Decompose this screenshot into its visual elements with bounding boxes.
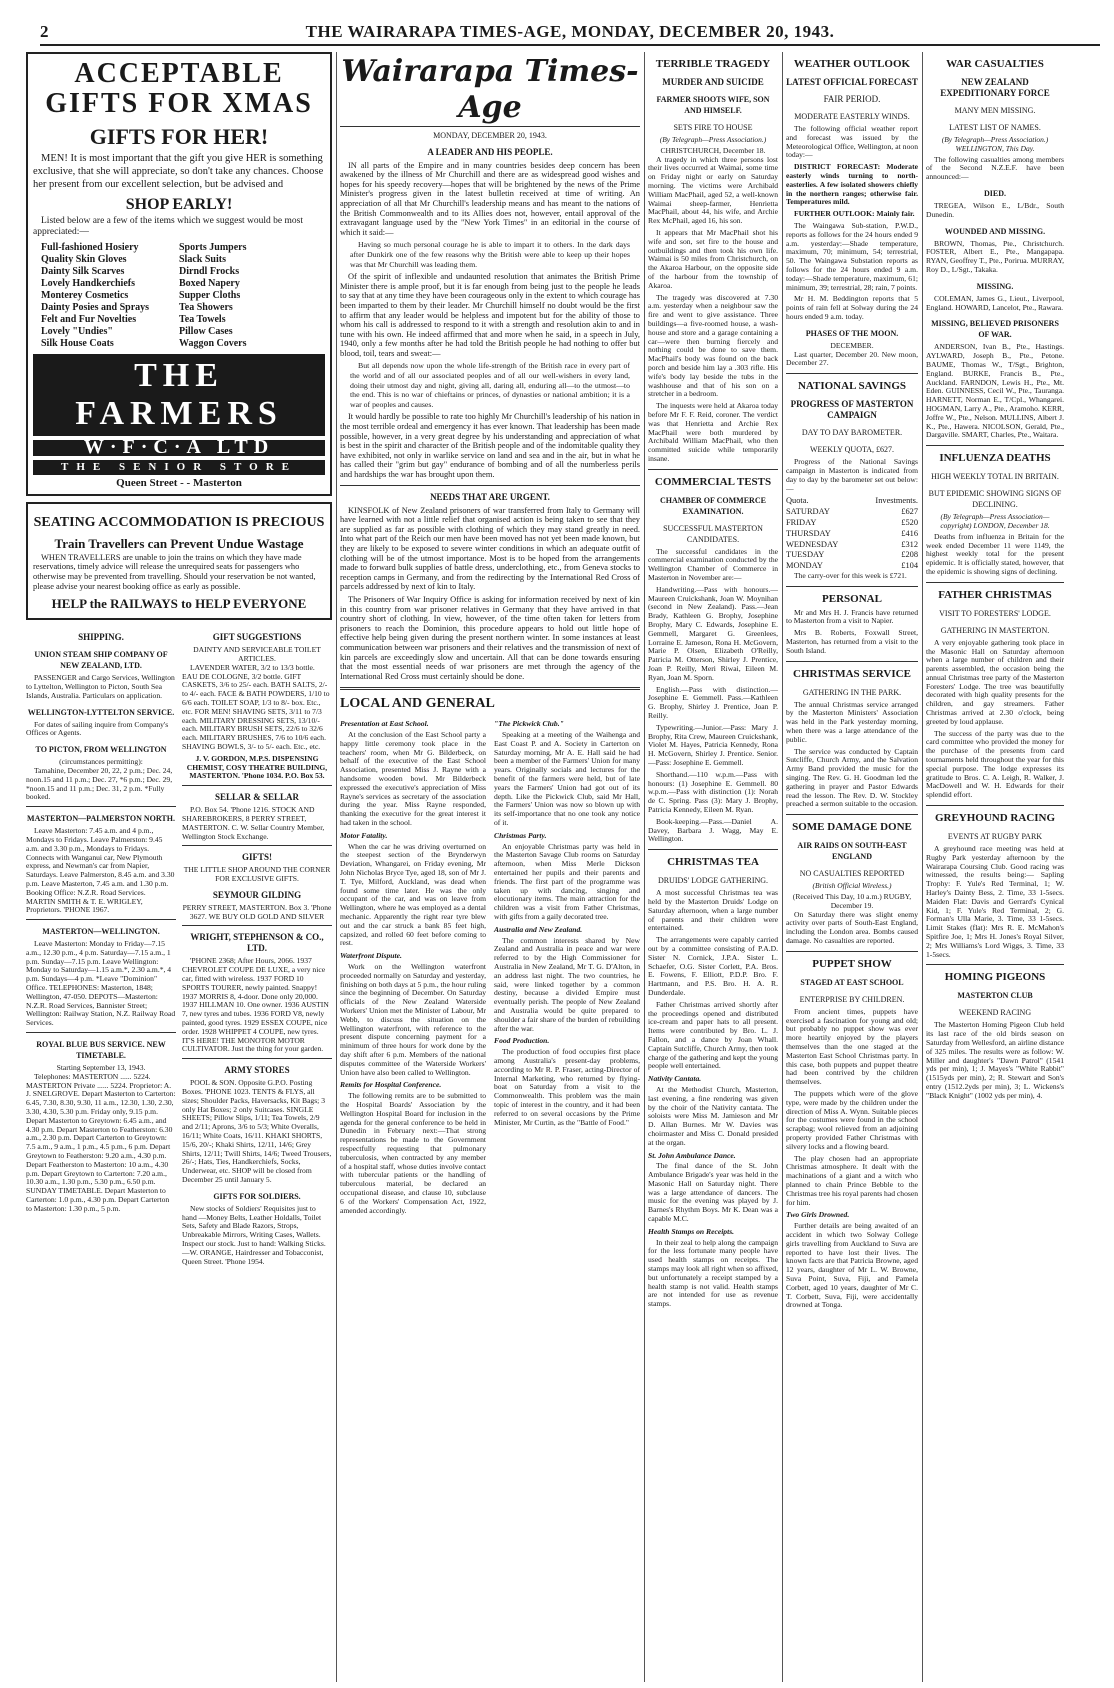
commercial-sub2: SUCCESSFUL MASTERTON CANDIDATES. (663, 523, 763, 544)
puppet-sub2: ENTERPRISE BY CHILDREN. (799, 994, 905, 1004)
service-paragraph: The annual Christmas service arranged by the Masterton Ministers' Association was held in the Park yesterday morning, when there was a large attendance of the public. (786, 699, 918, 744)
savings-row (786, 518, 918, 529)
railways-ad (26, 502, 332, 620)
savings-value: £416 (901, 528, 918, 538)
local-item-title: Motor Fatality. (340, 830, 388, 840)
gift-item: Dirndl Frocks (179, 266, 240, 277)
army-head: ARMY STORES (224, 1065, 290, 1076)
news-column-4 (786, 52, 918, 1682)
cantata-body: At the Methodist Church, Masterton, last evening, a fine rendering was given by the choir of the Nativity cantata. The soloists were Miss M. Jamieson and Mr D. Allan Burnes. Mr W. Davies was choirmaster and Miss C. Donald presided at the organ. (648, 1084, 778, 1147)
gift-item: Waggon Covers (179, 338, 247, 349)
royal-head: ROYAL BLUE BUS SERVICE. NEW TIMETABLE. (36, 1040, 166, 1061)
store-sub: W·F·C·A LTD (33, 440, 325, 456)
masthead-title: THE WAIRARAPA TIMES-AGE, MONDAY, DECEMBER 20, 1943. (305, 22, 835, 41)
news-column-5 (926, 52, 1064, 1682)
personal-paragraph: Mrs B. Roberts, Foxwall Street, Masterton, has returned from a visit to the South Island. (786, 628, 918, 655)
flu-heading: INFLUENZA DEATHS (939, 452, 1051, 465)
gifts-body: THE LITTLE SHOP AROUND THE CORNER FOR EXCLUSIVE GIFTS. (183, 865, 331, 884)
lead-quote: But all depends now upon the whole life-strength of the British race in every part of the world and of all our associated peoples and of all our well-wishers in every land, doing their utmost day and night, giving all, daring all, enduring all—to the utmost—to the end. This is no war of chieftains or princes, of dynasties or national ambition; it is a war of peoples and causes. (350, 361, 630, 409)
pigeon-body: The Masterton Homing Pigeon Club held its last race of the old birds season on Saturday from Wellesford, an airline distance of 325 miles. The results were as follow: W. Miller and daughter's "Dawn Patrol" (1541 yds per min), 1; J. Mayes's "White Rabbit" (1515yds per min), 2; R. Stewart and Son's entry (1512.2yds per min), 3; L. Wickens's "Black Knight" (1002 yds per min), 4. (926, 1020, 1064, 1100)
damage-body: On Saturday there was slight enemy activity over parts of South-East England, including the London area. Bombs caused damage. No casualties are reported. (786, 909, 918, 946)
savings-sub: PROGRESS OF MASTERTON CAMPAIGN (790, 399, 914, 421)
savings-row (786, 540, 918, 551)
tea-paragraph: Father Christmas arrived shortly after the proceedings opened and distributed ice-cream and paper hats to all present. Items were contributed by Bro. L. J. Fallon, and a dance by Joan Whall. Captain Sutcliffe, Church Army, then took charge of the gathering and kept the young people well entertained. (648, 999, 778, 1071)
pigeon-sub2: WEEKEND RACING (958, 1008, 1032, 1018)
fc-paragraph: A very enjoyable gathering took place in the Masonic Hall on Saturday afternoon when a large number of children and their parents assembled, the occasion being the annual Christmas tree party of the Masterton Foresters' Lodge. The tree was beautifully decorated with high quality presents for the children, and gay streamers. Father Christmas arrived at 2.30 o'clock, being greeted by loud applause. (926, 637, 1064, 726)
weather-outlook: FURTHER OUTLOOK: Mainly fair. (794, 209, 915, 219)
gift-item: Pillow Cases (179, 326, 233, 337)
damage-heading: SOME DAMAGE DONE (792, 821, 912, 834)
believed-body: ANDERSON, Ivan B., Pte., Hastings. AYLWARD, Joseph B., Pte., Petone. BAUME, Thomas W., T/Sgt., Brighton, England. BURKE, Francis B., Pte., Auckland. FARNDON, Lewis H., Pte., Mt. Eden. GUINNESS, Cecil W., Pte., Tauranga. HARNETT, Norman E., T/Cpl., Whangarei. HOGMAN, Larry A., Pte., Aramoho. KERR, Joffre W., Pte., Nelson. MULLINS, Albert J. K., Pte., Hawera. NICOLSON, Gerald, Pte., Dargaville. SMART, Charles, Pte., Waitara. (926, 342, 1064, 440)
gift-body: LAVENDER WATER, 3/2 to 13/3 bottle. EAU DE COLOGNE, 3/2 bottle. GIFT CASKETS, 3/6 to 25/- each. BATH SALTS, 2/- to 4/- each. FACE & BATH POWDERS, 1/10 to 6/6 each. TOILET SOAP, 1/3 to 8/- box. Etc., etc. FOR MEN! SHAVING SETS, 3/11 to 7/3 each. MILITARY DRESSING SETS, 13/10/- each. MILITARY BRUSH SETS, 22/6 to 32/6 each. MILITARY BRUSHES, 7/6 to 10/6 each. SHAVING BOWLS, 3/- to 5/- each. Etc., etc. (182, 662, 330, 751)
local-item-body: The production of food occupies first place among Australia's present-day problems, according to Mr R. P. Fraser, acting-Director of Internal Marketing, who returned by flying-boat on Saturday from a visit to the Commonwealth. This problem was the main topic of interest in the country, and it had been referred to on several occasions by the Prime Minister, Mr Curtin, as the "Battle of Food." (494, 1047, 640, 1127)
tea-paragraph: The arrangements were capably carried out by a committee consisting of P.A.D. Sister N. Cornick, J.P.A. Sister L. Schaefer, O.G. Sister Corlett, P.A. Bros. E. Fowens, F. Elliott, P.D.P. Bro. F. Hartmann, and P.S. Bro. H. A. R. Dunderdale. (648, 935, 778, 997)
local-item-body: The common interests shared by New Zealand and Australia in peace and war were referred to by the High Commissioner for Australia in New Zealand, Mr T. G. D'Alton, in an address last night. The two countries, he said, were linked together by a common destiny, because a divided Empire must eventually perish. The people of New Zealand and Australia would be quite prepared to shoulder a fair share of the burden of rebuilding after the war. (494, 935, 640, 1033)
damage-byline: (British Official Wireless.) (812, 881, 892, 891)
service-paragraph: The service was conducted by Captain Sutcliffe, Church Army, and the Salvation Army Band provided the music for the singing. The Rev. G. H. Goodman led the gathering in prayer and Pastor Edwards read the lesson. The Rev. D. W. Stockley preached a sermon suitable to the occasion. (786, 746, 918, 809)
fc-sub: VISIT TO FORESTERS' LODGE. (939, 608, 1051, 618)
tragedy-paragraph: It appears that Mr MacPhail shot his wife and son, set fire to the house and outbuildings and then took his own life. Waimai is 50 miles from Christchurch, on the Akaroa Harbour, on the opposite side of the harbour from the township of Akaroa. (648, 227, 778, 290)
cantata-heading: Nativity Cantata. (648, 1074, 702, 1084)
lead-quote: Having so much personal courage he is able to impart it to others. In the dark days after Dunkirk one of the few reasons why the British were able to keep up their hopes was that Mr Churchill was leading them. (350, 240, 630, 269)
died-heading: DIED. (983, 188, 1006, 198)
mw-head: MASTERTON—WELLINGTON. (42, 927, 160, 937)
store-address: Queen Street - - Masterton (116, 477, 242, 490)
picton-body: Tamahine, December 20, 22, 2 p.m.; Dec. 24, noon.15 and 11 p.m.; Dec. 27, *6 p.m.; Dec. 29, *noon.15 and 11 p.m.; Dec. 31, 2 p.m. *Fully booked. (26, 765, 173, 802)
editorial-column (340, 52, 640, 1682)
casualty-paragraph: The following casualties among members of the Second N.Z.E.F. have been announced:— (926, 154, 1064, 182)
savings-day: MONDAY (786, 561, 823, 571)
gift-item: Boxed Napery (179, 278, 240, 289)
weather-paragraph: Mr H. M. Beddington reports that 5 points of rain fell at Solway during the 24 hours ended 9 a.m. today. (786, 294, 918, 321)
damage-sub: AIR RAIDS ON SOUTH-EAST ENGLAND (797, 841, 907, 862)
flu-byline: (By Telegraph—Press Association—copyright) LONDON, December 18. (940, 512, 1050, 530)
casualty-sub: NEW ZEALAND EXPEDITIONARY FORCE (940, 77, 1050, 98)
ad-intro: MEN! It is most important that the gift you give HER is something exclusive, that she will appreciate, so don't take any chances. Choose her present from our excellent selection, but be advised and (33, 153, 324, 190)
weather-sub2: FAIR PERIOD. (823, 94, 881, 104)
rail-footer: HELP the RAILWAYS to HELP EVERYONE (51, 596, 307, 612)
savings-row (786, 550, 918, 561)
casualty-sub2: MANY MEN MISSING. (954, 106, 1036, 115)
bus-body: Leave Masterton: 7.45 a.m. and 4 p.m., Mondays to Fridays. Leave Palmerston: 9.45 a.m. and 3.30 p.m., Mondays to Fridays. Connects with Wanganui car, New Plymouth express, and Newman's car from Napier, Saturdays. Leave Palmerston, 8.45 a.m. and 3.30 p.m. Leave Masterton, 7.45 a.m. and 1.30 p.m. Booking Office: N.Z.R. Road Services. MARTIN SMITH & T. E. WRIGLEY, Proprietors. 'PHONE 1967. (26, 826, 175, 915)
advertisement-column (26, 52, 332, 1682)
savings-heading: NATIONAL SAVINGS (797, 380, 907, 393)
tragedy-paragraph: The inquests were held at Akaroa today before Mr F. F. Reid, coroner. The verdict was that Henrietta and Archie Rex MacPhail were both murdered by Archibald William MacPhail, who then committed suicide while temporarily insane. (648, 401, 778, 463)
investments-label: Investments. (875, 496, 918, 506)
soldier-head: GIFTS FOR SOLDIERS. (213, 1191, 301, 1201)
personal-paragraph: Mr and Mrs H. J. Francis have returned to Masterton from a visit to Napier. (786, 607, 918, 626)
shop-early-heading: SHOP EARLY! (125, 196, 233, 213)
lead-paragraph: IN all parts of the Empire and in many countries besides deep concern has been awakened by the illness of Mr Churchill and there are as widespread good wishes and hopes for his speedy recovery—hopes that will be brightened by the news of the Prime Minister's progress given in the latest bulletin received at time of writing. An appreciation of all that Mr Churchill's leadership means and has meant to the nations of the British Commonwealth and to its Allies does not, however, entail approval of the extravagant language used by the "New York Times" in an editorial in the course of which it said:— (340, 160, 640, 237)
editorial-date: MONDAY, DECEMBER 20, 1943. (433, 131, 547, 140)
puppet-paragraph: From ancient times, puppets have exercised a fascination for young and old; but probably no puppet show was ever more heartily enjoyed by the players themselves than the one staged at the Masterton East School Christmas party. In this case, both puppets and puppet theatre had been contrived by the children themselves. (786, 1006, 918, 1087)
needs-heading: NEEDS THAT ARE URGENT. (430, 491, 550, 502)
sellar-head: SELLAR & SELLAR (214, 792, 300, 803)
girls-body: Further details are being awaited of an accident in which two Solway College girls travelling from Auckland to Suva are reported to have lost their lives. The known facts are that Patricia Browne, aged 12 years, daughter of Mr L. W. Browne, Suva Point, Suva, Fiji, and Pamela Corbett, aged 10 years, daughter of Mr C. T. Corbett, Suva, Fiji, were accidentally drowned at Tonga. (786, 1221, 918, 1310)
puppet-sub: STAGED AT EAST SCHOOL (800, 977, 904, 987)
tea-heading: CHRISTMAS TEA (667, 856, 759, 869)
personal-heading: PERSONAL (822, 592, 882, 605)
commercial-paragraph: Handwriting.—Pass with honours.—Maureen Cruickshank, Joan W. Moynihan (second in New Zealand). Pass.—Jean Brady, Kathleen G. Brophy, Josephine Brophy, Mary C. Edwards, Josephine E. Gemmell, Margaret G. Greenlees, Lorraine E. Jameson, Rona H. McGovern, Marie P. Olsen, Elizabeth O'Reilly, Patricia M. Otterson, Shirley J. Prentice, Joan P. Reilly, Meri Riwai, Eileen M. Ryan, Joan M. Sporn. (648, 584, 778, 682)
flu-body: Deaths from influenza in Britain for the week ended December 11 were 1149, the highest weekly total for the present epidemic. It is officially stated, however, that the epidemic is showing signs of declining. (926, 531, 1064, 576)
gift-item: Lovely Handkerchiefs (41, 278, 135, 289)
casualty-sub3: LATEST LIST OF NAMES. (949, 123, 1041, 132)
tragedy-sub3: SETS FIRE TO HOUSE (673, 123, 753, 132)
lead-paragraph: It would hardly be possible to rate too highly Mr Churchill's leadership of his nation in the most terrible ordeal and emergency it has ever known. That leadership has been made possible, however, in a very great degree by his understanding and appreciation of what is best in the spirit and character of the British people and of the indomitable quality they have exhibited, not only in warlike service on land and sea and in the air, but in what he has called their "grim but gay" endurance of bombing and of all the numberless perils and hardships the war has brought upon them. (340, 412, 640, 479)
commercial-paragraph: Shorthand.—110 w.p.m.—Pass with honours: (1) Josephine E. Gemmell. 80 w.p.m.—Pass with distinction (1): Norah de C. Spring. Pass (3): Mary J. Brophy, Patricia Kennedy, Eileen M. Ryan. (648, 769, 778, 814)
tragedy-paragraph: The tragedy was discovered at 7.30 a.m. yesterday when a neighbour saw the fire and went to give assistance. Three buildings—a five-roomed house, a wash-house and store and a garage containing a car—were then burning fiercely and nothing could be done to save them. MacPhail's body was found on the back porch and beside him lay a .303 rifle. His wife's body lay beside the tubs in the washhouse and that of his son on a stretcher in a bedroom. (648, 292, 778, 399)
gift-head: GIFT SUGGESTIONS (212, 632, 302, 643)
local-item-title: Remits for Hospital Conference. (340, 1080, 442, 1090)
fc-paragraph: The success of the party was due to the card committee who provided the money for the purchase of the presents from card tournaments held throughout the year for this special purpose. The lodge expresses its gratitude to Bros. C. A. Leigh, R. Walker, J. MacDowell and W. H. Edwards for their splendid effort. (926, 728, 1064, 800)
moon-sub: DECEMBER. (830, 340, 874, 350)
savings-quota: WEEKLY QUOTA, £627. (809, 445, 895, 455)
gordon-ad: J. V. GORDON, M.P.S. DISPENSING CHEMIST, COSY THEATRE BUILDING, MASTERTON. 'Phone 1034. P.O. Box 53. (186, 753, 328, 781)
receipts-body: In their zeal to help along the campaign for the less fortunate many people have used health stamps on receipts. The stamps may look all right when so affixed, but unfortunately a receipt stamped by a health stamp is not valid. Health stamps are not intended for use as revenue stamps. (648, 1237, 778, 1309)
grey-sub: EVENTS AT RUGBY PARK (947, 832, 1043, 842)
local-item-body: At the conclusion of the East School party a happy little ceremony took place in the teachers' room, when Mr G. Bilderbeck, on behalf of the executive of the East School Association, presented Miss J. Rayne with a handsome wooden bowl. Mr Bilderbeck expressed the executive's appreciation of Miss Rayne's services as secretary of the association during the year. Miss Rayne responded, thanking the executive for the great interest it had taken in the school. (340, 730, 486, 828)
local-item-body: When the car he was driving overturned on the steepest section of the Brynderwyn Deviation, Whangarei, on Friday evening, Mr John Nicholas Bryce Tye, aged 18, son of Mr J. T. Tye, Milford, Auckland, was dead when found some time later. He was the only occupant of the car, and was on leave from Wellington, where he was employed as a dental mechanic. Apparently the right rear tyre blew out and the car struck a bank 85 feet high, capsized, and rolled 60 feet before coming to rest. (340, 841, 486, 948)
news-column-3 (648, 52, 778, 1682)
gift-item: Supper Cloths (179, 290, 241, 301)
savings-carry: The carry-over for this week is £721. (794, 570, 907, 580)
local-item-title: Food Production. (494, 1036, 550, 1046)
lead-paragraph: Of the spirit of inflexible and undaunted resolution that animates the British Prime Minister there is ample proof, but it is far enough from being just to the people he leads to say that at any time they have been courageous only in the extent to which courage has been imparted to them by their leader. Mr Churchill himself no doubt would be the first to affirm that any leader would be helpless and impotent but for the ability of those to whom his call is addressed to respond to it with a strength and resolution akin to and in tune with his own. He indeed affirmed that and more when he said, in a speech in July, 1940, only a few months after he had told the British people he had nothing to offer but blood, toil, tears and sweat:— (340, 272, 640, 358)
gilding-head: SEYMOUR GILDING (212, 889, 302, 900)
gift-item: Slack Suits (179, 254, 226, 265)
local-item-body: Work on the Wellington waterfront proceeded normally on Saturday and yesterday, finishing on both days at 5 p.m., the hour ruling since the beginning of December. On Saturday officials of the New Zealand Waterside Workers' Union met the Minister of Labour, Mr Webb, to discuss the situation on the Wellington waterfront, with reference to the present dispute concerning payment for a minimum of three hours for work done by the day shift after 6 p.m. Members of the national disputes committee of the Waterside Workers' Union have also been called to Wellington. (340, 962, 486, 1077)
column-rule (336, 52, 337, 1682)
local-item-body: The following remits are to be submitted to the Hospital Boards' Association by the Wellington Hospital Board for inclusion in the agenda for the general conference to be held in Dunedin in February next:—That strong representations be made to the Government respectfully requesting that pulmonary tuberculosis, when contracted by any member of a hospital staff, whose duties involve contact with tubercular patients or the handling of tuberculous material, be declared an occupational disease, and clause 10, subclause 6 of the Workers' Compensation Act, 1922, amended accordingly. (340, 1091, 486, 1215)
girls-heading: Two Girls Drowned. (786, 1210, 850, 1220)
gift-item: Lovely "Undies" (41, 326, 113, 337)
bus-head: MASTERTON—PALMERSTON NORTH. (27, 814, 175, 824)
died-body: TREGEA, Wilson E., L/Bdr., South Dunedin. (926, 200, 1064, 219)
column-rule (922, 52, 923, 1682)
service-heading: CHRISTMAS SERVICE (793, 667, 911, 680)
puppet-heading: PUPPET SHOW (812, 957, 892, 970)
classified-section (26, 626, 332, 1269)
needs-paragraph: The Prisoners of War Inquiry Office is asking for information received by next of kin in this country from war prisoner relatives in Germany that they have arrived in that country short of clothing. In view, however, of the time often taken for letters from prisoners to reach the Dominion, this procedure appears to hold out little hope of effective help being given during the present northern winter. In some instances at least communication between war prisoners and their relatives and the transmission of next of kin parcels are exceedingly slow and uncertain. All that can be done towards ensuring that the most essential needs of war prisoners are met through the agency of the International Red Cross must certainly should be done. (340, 594, 640, 681)
wright-head: WRIGHT, STEPHENSON & CO., LTD. (190, 932, 324, 954)
savings-day: FRIDAY (786, 517, 817, 527)
missing-heading: MISSING. (976, 281, 1014, 291)
gift-items-left (41, 242, 179, 350)
savings-day: TUESDAY (786, 550, 825, 560)
shipping-company: UNION STEAM SHIP COMPANY OF NEW ZEALAND, LTD. (34, 650, 168, 671)
flu-sub: HIGH WEEKLY TOTAL IN BRITAIN. (931, 472, 1059, 482)
rail-heading: SEATING ACCOMMODATION IS PRECIOUS (33, 514, 325, 530)
tragedy-sub2: FARMER SHOOTS WIFE, SON AND HIMSELF. (656, 95, 770, 115)
gifts-head: GIFTS! (241, 852, 272, 863)
soldier-body: New stocks of Soldiers' Requisites just to hand —Money Belts, Leather Holdalls, Toilet Sets, Safety and Blade Razors, Strops, Unbreakable Mirrors, Writing Cases, Wallets. Inspect our stock. Just to hand: Walking Sticks.—W. ORANGE, Hairdresser and Tobacconist, Queen Street. 'Phone 1954. (182, 1203, 326, 1266)
savings-paragraph: Progress of the National Savings campaign in Masterton is indicated from day to day by the barometer set out below:— (786, 457, 918, 493)
casualty-heading: WAR CASUALTIES (946, 58, 1044, 70)
wounded-heading: WOUNDED AND MISSING. (944, 226, 1046, 236)
tea-sub: DRUIDS' LODGE GATHERING. (657, 876, 769, 886)
grey-heading: GREYHOUND RACING (934, 812, 1056, 825)
commercial-paragraph: English.—Pass with distinction.—Josephine E. Gemmell. Pass.—Kathleen G. Brophy, Shirley J. Prentice, Joan P. Reilly. (648, 684, 778, 721)
page-number: 2 (40, 22, 49, 41)
royal-body: Telephones: MASTERTON ...... 5224. MASTERTON Private ...... 5224. Proprietor: A. J. SNELGROVE. Depart Masterton to Carterton: 6.45, 7.30, 8.30, 9.30, 11 a.m., 12.30, 1.30, 2.30, 3.30, 4.30, 5.30 p.m. Friday only, 9.15 p.m. Depart Masterton to Greytown: 6.45 a.m., and 4.30 p.m. Depart Masterton to Featherston: 6.30 a.m., 2.30 p.m. Depart Carterton to Greytown: 7.5 a.m., 9 a.m., 1 p.m., 4.5 p.m., 6 p.m. Depart Greytown to Featherston: 9.20 a.m., 4.30 p.m. Depart Featherston to Masterton: 10 a.m., 4.30 p.m. Depart Greytown to Carterton: 7.20 a.m., 10.30 a.m., 1.30 p.m., 5.30 p.m., 6.50 p.m. SUNDAY TIMETABLE. Depart Masterton to Carterton: 1.0 p.m., 4.30 p.m. Depart Carterton to Masterton: 1.30 p.m., 5 p.m. (26, 1071, 176, 1213)
weather-paragraph: The following official weather report and forecast was issued by the Meteorological Office, Wellington, at noon today:— (786, 124, 918, 160)
damage-dateline: (Received This Day, 10 a.m.) RUGBY, December 19. (792, 892, 912, 910)
savings-day: SATURDAY (786, 507, 830, 517)
moon-body: Last quarter, December 20. New moon, December 27. (786, 349, 918, 368)
missing-body: COLEMAN, James G., Lieut., Liverpool, England. HOWARD, Lancelot, Pte., Rawara. (926, 293, 1064, 312)
store-tag: THE SENIOR STORE (33, 460, 325, 476)
gift-item: Tea Towels (179, 314, 226, 325)
damage-sub2: NO CASUALTIES REPORTED (799, 869, 905, 879)
tragedy-sub: MURDER AND SUICIDE (662, 77, 764, 87)
savings-day: THURSDAY (786, 528, 831, 538)
puppet-paragraph: The puppets which were of the glove type, were made by the children under the direction of Miss A. Wynn. Suitable pieces for the costumes were found in the school scrapbag; wool relieved from an adjoining property provided Father Christmas with silvery locks and a flowing beard. (786, 1088, 918, 1151)
gift-item: Quality Skin Gloves (41, 254, 127, 265)
savings-row (786, 507, 918, 518)
weather-sub: LATEST OFFICIAL FORECAST (786, 77, 918, 87)
local-item-title: Waterfront Dispute. (340, 951, 402, 961)
puppet-paragraph: The play chosen had an appropriate Christmas atmosphere. It dealt with the machinations of a giant and a witch who planned to chain Prince Bebble to the Christmas tree his royal parents had chosen for him. (786, 1153, 918, 1207)
savings-row (786, 529, 918, 540)
gift-items-right (179, 242, 317, 350)
picton-sub: (circumstances permitting): (59, 757, 143, 767)
commercial-heading: COMMERCIAL TESTS (654, 475, 772, 488)
shipping-body: PASSENGER and Cargo Services, Wellington to Lyttelton, Wellington to Picton, South Sea Islands, Australia. Particulars on application. (26, 673, 175, 700)
royal-sub: Starting September 13, 1943. (56, 1063, 146, 1073)
gift-item: Dainty Silk Scarves (41, 266, 125, 277)
sellar-body: P.O. Box 54. 'Phone 1216. STOCK AND SHAREBROKERS, 8 PERRY STREET, MASTERTON. C. W. Sellar Country Member, Wellington Stock Exchange. (182, 805, 325, 841)
ad-listed: Listed below are a few of the items which we suggest would be most appreciated:— (33, 216, 303, 237)
grey-body: A greyhound race meeting was held at Rugby Park yesterday afternoon by the Wairarapa Coursing Club. Good racing was witnessed, the results being:— Sapling Trophy: F. Yule's Red Terminal, 1; W. Harley's Dainty Bess, 2. Time, 33 1-5secs. Maiden Flat: Davis and Gerrard's Cynical Kid, 1; F. Yule's Red Terminal, 2; G. Forman's Ulla Marie, 3. Time, 33 1-5secs. Limit Stakes (flat): Mrs R. E. McMahon's Spitfire Joe, 1; Mrs H. Jones's Royal Silver, 2; Mrs Williams's Lord Wiggs, 3. Time, 33 1-5secs. (926, 844, 1064, 959)
weather-sub3: MODERATE EASTERLY WINDS. (794, 112, 910, 121)
local-left-column (340, 716, 486, 1218)
commercial-paragraph: Book-keeping.—Pass.—Daniel A. Davey, Barbara J. Wagg, May E. Wellington. (648, 816, 778, 844)
local-item-title: Christmas Party. (494, 830, 547, 840)
savings-value: £312 (901, 539, 918, 549)
tragedy-paragraph: A tragedy in which three persons lost their lives occurred at Waimai, some time on Friday night or early on Saturday morning. The victims were Archibald William MacPhail, aged 52, a well-known Waimai sheep-farmer, Henrietta MacPhail, about 44, his wife, and Archie Rex McPhail, aged 16, his son. (648, 154, 778, 226)
column-rule (782, 52, 783, 1682)
column-rule (644, 52, 645, 1682)
savings-value: £208 (901, 550, 918, 560)
gift-sub: DAINTY AND SERVICEABLE TOILET ARTICLES. (193, 645, 321, 663)
commercial-paragraph: The successful candidates in the commercial examination conducted by the Wellington Chamber of Commerce in Masterton in November are:— (648, 546, 778, 583)
local-item-title: "The Pickwick Club." (494, 719, 564, 729)
moon-heading: PHASES OF THE MOON. (805, 328, 899, 338)
savings-table (786, 496, 918, 572)
gift-item: Dainty Posies and Sprays (41, 302, 150, 313)
pigeon-sub: MASTERTON CLUB (957, 991, 1033, 1001)
tragedy-heading: TERRIBLE TRAGEDY (655, 58, 771, 70)
fc-sub2: GATHERING IN MASTERTON. (940, 625, 1050, 635)
wright-body: 'PHONE 2368; After Hours, 2066. 1937 CHEVROLET COUPE DE LUXE, a very nice car, fitted with wireless. 1937 FORD 10 SPORTS TOURER, newly painted. Snappy! 1937 MORRIS 8, 4-door. Done only 20,000. 1937 HILLMAN 10. One owner. 1936 AUSTIN 7, new tyres and tubes. 1936 FORD V8, newly painted, good tyres. 1929 ESSEX COUPE, nice order. 1928 WHIPPET 4 COUPE, new tyres. IT'S HERE! THE MONOTOR MOTOR CULTIVATOR. Just the thing for your garden. (182, 956, 329, 1054)
classifieds-column (182, 626, 332, 1269)
xmas-gifts-ad (26, 52, 332, 496)
receipts-heading: Health Stamps on Receipts. (648, 1226, 735, 1236)
gift-item: Silk House Coats (41, 338, 114, 349)
xmas-heading: ACCEPTABLE GIFTS FOR XMAS (45, 58, 313, 119)
paper-logo: Wairarapa Times-Age (341, 54, 639, 125)
gilding-body: PERRY STREET, MASTERTON. Box 3. 'Phone 3627. WE BUY OLD GOLD AND SILVER (182, 902, 332, 921)
tragedy-byline: (By Telegraph—Press Association.) (659, 135, 767, 144)
gift-item: Felt and Fur Novelties (41, 314, 137, 325)
lead-heading: A LEADER AND HIS PEOPLE. (427, 146, 553, 157)
believed-heading: MISSING, BELIEVED PRISONERS OF WAR. (931, 319, 1059, 340)
local-item-title: Australia and New Zealand. (494, 924, 583, 934)
picton-head: TO PICTON, FROM WELLINGTON (35, 745, 167, 755)
needs-paragraph: KINSFOLK of New Zealand prisoners of war transferred from Italy to Germany will have learned with not a little relief that organised action is being taken to see that they are supplied as far as possible with clothing of which they may stand greatly in need. Into what part of the Reich our men have been moved has not yet been made known, but they are likely to be exposed to severe winter conditions in which an adequate outfit of clothing will be of the utmost importance. Most is to be hoped from the arrangements made to forward bulk supplies of battle dress, underclothing, etc., from Geneva stocks to reception camps in Germany, and from the redirecting by the International Red Cross of parcels addressed by next of kin to Italy. (340, 505, 640, 592)
commercial-sub: CHAMBER OF COMMERCE EXAMINATION. (660, 495, 766, 516)
page-masthead (40, 22, 1100, 46)
service-sub: GATHERING IN THE PARK. (802, 687, 902, 697)
rail-subheading: Train Travellers can Prevent Undue Wastage (54, 535, 304, 551)
gift-item: Sports Jumpers (179, 242, 247, 253)
army-body: POOL & SON. Opposite G.P.O. Posting Boxes. 'PHONE 1023. TENTS & FLYS, all sizes; Shoulder Packs, Haversacks, Kit Bags; 3 only Hat Boxes; 2 only Suitcases. SINGLE SHEETS; Pillow Slips, 1/11; Tea Towels, 2/9 and 2/11; Aprons, 3/6 to 5/3; White Overalls, 16/11; White Coats, 16/11. KHAKI SHORTS, 15/6, 20/-; Khaki Shirts, 12/11, 14/6; Grey Shirts, 12/11; Twill Shirts, 14/6; Tweed Trousers, 26/-; Hats, Ties, Handkerchiefs, Socks, Underwear, etc. SHOP will be closed from December 25 until January 5. (182, 1078, 332, 1185)
mw-body: Leave Masterton: Monday to Friday—7.15 a.m., 12.30 p.m., 4 p.m. Saturday—7.15 a.m., 1 p.m. Sunday—7.15 p.m. Leave Wellington: Monday to Saturday—1.15 a.m.*, 2.30 a.m.*, 4 p.m. Sundays—4 p.m. *Leave "Dominion" Office. TELEPHONES: Masterton, 1848; Wellington, 47-050. DEPOTS—Masterton: N.Z.R. Road Services, Bannister Street; Wellington: Railway Station, N.Z. Railway Road Services. (26, 939, 176, 1028)
shipping-service-head: WELLINGTON-LYTTELTON SERVICE. (27, 707, 175, 717)
flu-sub2: BUT EPIDEMIC SHOWING SIGNS OF DECLINING. (928, 489, 1062, 510)
weather-paragraph: The Waingawa Sub-station, P.W.D., reports as follows for the 24 hours ended 9 a.m. yesterday:—Shade temperature, maximum, 70; minimum, 54; terrestrial, 50. The Waingawa Substation reports as follows for the 24 hours ended 9 a.m. today:—Shade temperature, maximum, 61; minimum, 39; terrestrial, 28; rain, 7 points. (786, 220, 918, 292)
commercial-paragraph: Typewriting.—Junior.—Pass: Mary J. Brophy, Rita Crew, Maureen Cruickshank, Violet M. Hayes, Patricia Kennedy, Rona H. McGovern, Shirley J. Prentice. Senior.—Pass: Josephine E. Gemmell. (648, 722, 778, 768)
gift-item: Monterey Cosmetics (41, 290, 129, 301)
weather-heading: WEATHER OUTLOOK (793, 58, 911, 70)
shipping-heading: SHIPPING. (78, 632, 124, 643)
tragedy-dateline: CHRISTCHURCH, December 18. (660, 145, 766, 155)
local-heading: LOCAL AND GENERAL (340, 696, 495, 712)
fc-heading: FATHER CHRISTMAS (938, 588, 1052, 601)
savings-value: £520 (901, 517, 918, 527)
rail-body: WHEN TRAVELLERS are unable to join the trains on which they have made reservations, timely advice will release the unrequired seats for passengers who otherwise may be prevented from travelling. Should your reservation be not wanted, please advise your nearest booking office as early as possible. (33, 552, 316, 591)
savings-day: WEDNESDAY (786, 539, 839, 549)
pigeon-heading: HOMING PIGEONS (944, 971, 1046, 984)
tea-paragraph: A most successful Christmas tea was held by the Masterton Druids' Lodge on Saturday afternoon, when a large number of parents and their children were entertained. (648, 888, 778, 933)
savings-sub2: DAY TO DAY BAROMETER. (801, 428, 903, 438)
casualty-byline: (By Telegraph—Press Association.) WELLINGTON, This Day. (941, 135, 1049, 153)
gifts-for-her-heading: GIFTS FOR HER! (89, 124, 269, 149)
shipping-column (26, 626, 176, 1269)
local-items (340, 716, 640, 1218)
weather-forecast: DISTRICT FORECAST: Moderate easterly winds turning to north-easterlies. A few isolated showers chiefly in the northern ranges; otherwise fair. Temperatures mild. (786, 162, 918, 207)
store-name: THE FARMERS (33, 354, 325, 436)
gift-item: Tea Showers (179, 302, 233, 313)
local-item-body: Speaking at a meeting of the Waihenga and East Coast P. and A. Society in Carterton on Saturday morning, Mr A. E. Hall said he had been a member of the Farmers' Union for many years. Originally socials and lectures for the benefit of the farmers were held, but of late years the Farmers' Union had got out of its depth. Like the Pickwick Club, said Mr Hall, the Farmers' Union was now so blown up with its self-importance that no one took any notice of it. (494, 730, 640, 828)
local-item-title: Presentation at East School. (340, 719, 429, 729)
quota-label: Quota. (786, 496, 809, 506)
local-right-column (494, 716, 640, 1218)
ambulance-body: The final dance of the St. John Ambulance Brigade's year was held in the Masonic Hall on Saturday night. There was a large attendance of dancers. The music for the evening was played by J. Barnes's Rhythm Boys. Mr K. Dean was a capable M.C. (648, 1161, 778, 1224)
wounded-body: BROWN, Thomas, Pte., Christchurch. FOSTER, Albert E., Pte., Mangapapa. RYAN, Geoffrey T., Pte., Porirua. MURRAY, Roy D., L/Sgt., Takaka. (926, 238, 1064, 274)
savings-value: £627 (901, 507, 918, 517)
gift-item: Full-fashioned Hosiery (41, 242, 139, 253)
local-item-body: An enjoyable Christmas party was held in the Masterton Savage Club rooms on Saturday afternoon, when Miss Merle Dickson entertained her pupils and their parents and friends. The first part of the programme was taken up with dancing, singing and elocutionary items. The main attraction for the children was a visit from Father Christmas, with gifts from a gaily decorated tree. (494, 841, 640, 922)
ambulance-heading: St. John Ambulance Dance. (648, 1150, 736, 1160)
shipping-service-body: For dates of sailing inquire from Company's Offices or Agents. (26, 719, 169, 738)
savings-value: £104 (901, 561, 918, 571)
gift-items (41, 242, 317, 350)
